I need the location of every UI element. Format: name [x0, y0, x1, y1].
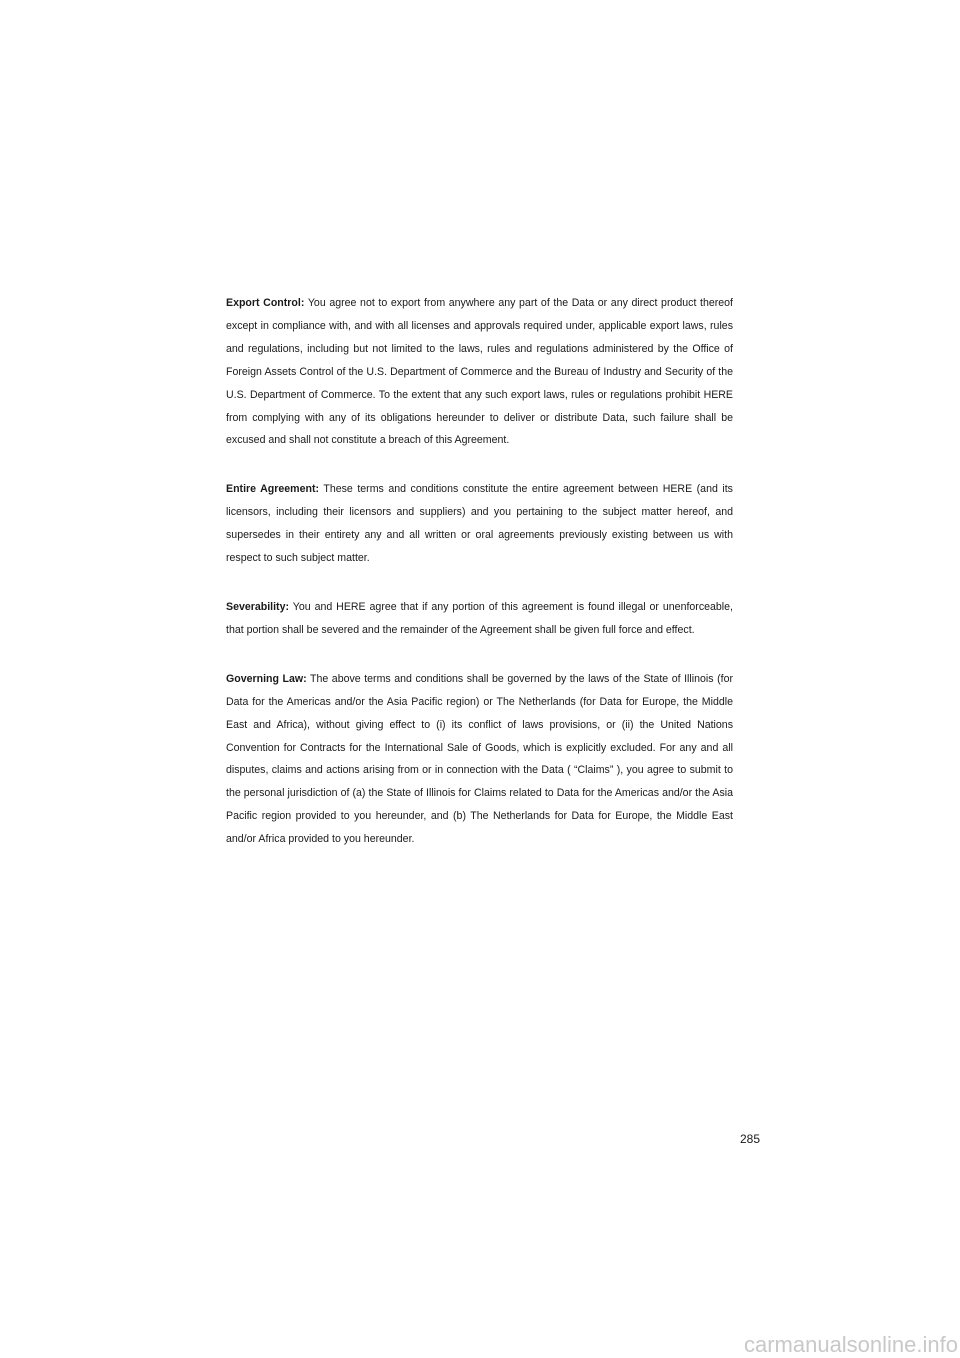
section-governing-law — [226, 668, 733, 851]
document-body — [226, 292, 733, 877]
section-entire-agreement — [226, 478, 733, 570]
section-heading: Governing Law: — [226, 672, 307, 685]
section-text: The above terms and conditions shall be governed by the laws of the State of Illinois (for Data for the Americas and/or the Asia Pacific region) or The Netherlands (for Data for Europe, the Middle East and Africa), without giving effect to (i) its conflict of laws provisions, or (ii) the United Nations Convention for Contracts for the International Sale of Goods, which is explicitly excluded. For any and all disputes, claims and actions arising from or in connection with the Data ( “Claims” ), you agree to submit to the personal jurisdiction of (a) the State of Illinois for Claims related to Data for the Americas and/or the Asia Pacific region provided to you hereunder, and (b) The Netherlands for Data for Europe, the Middle East and/or Africa provided to you hereunder. — [226, 672, 733, 846]
section-heading: Severability: — [226, 600, 290, 613]
section-export-control — [226, 292, 733, 452]
page-number: 285 — [739, 1132, 760, 1146]
section-text: You and HERE agree that if any portion of this agreement is found illegal or unenforceable, that portion shall be severed and the remainder of the Agreement shall be given full force and effect. — [226, 600, 733, 636]
section-severability — [226, 596, 733, 642]
section-text: These terms and conditions constitute the entire agreement between HERE (and its licensors, including their licensors and suppliers) and you pertaining to the subject matter hereof, and supersedes in their entirety any and all written or oral agreements previously existing between us with respect to such subject matter. — [226, 483, 733, 565]
section-heading: Export Control: — [226, 297, 305, 309]
section-text: You agree not to export from anywhere any part of the Data or any direct product thereof except in compliance with, and with all licenses and approvals required under, applicable export laws, rules and regulations, including but not limited to the laws, rules and regulations administered by the Office of Foreign Assets Control of the U.S. Department of Commerce and the Bureau of Industry and Security of the U.S. Department of Commerce. To the extent that any such export laws, rules or regulations prohibit HERE from complying with any of its obligations hereunder to deliver or distribute Data, such failure shall be excused and shall not constitute a breach of this Agreement. — [226, 297, 733, 447]
section-heading: Entire Agreement: — [226, 483, 320, 496]
watermark-logo: carmanualsonline.info — [743, 1332, 958, 1357]
